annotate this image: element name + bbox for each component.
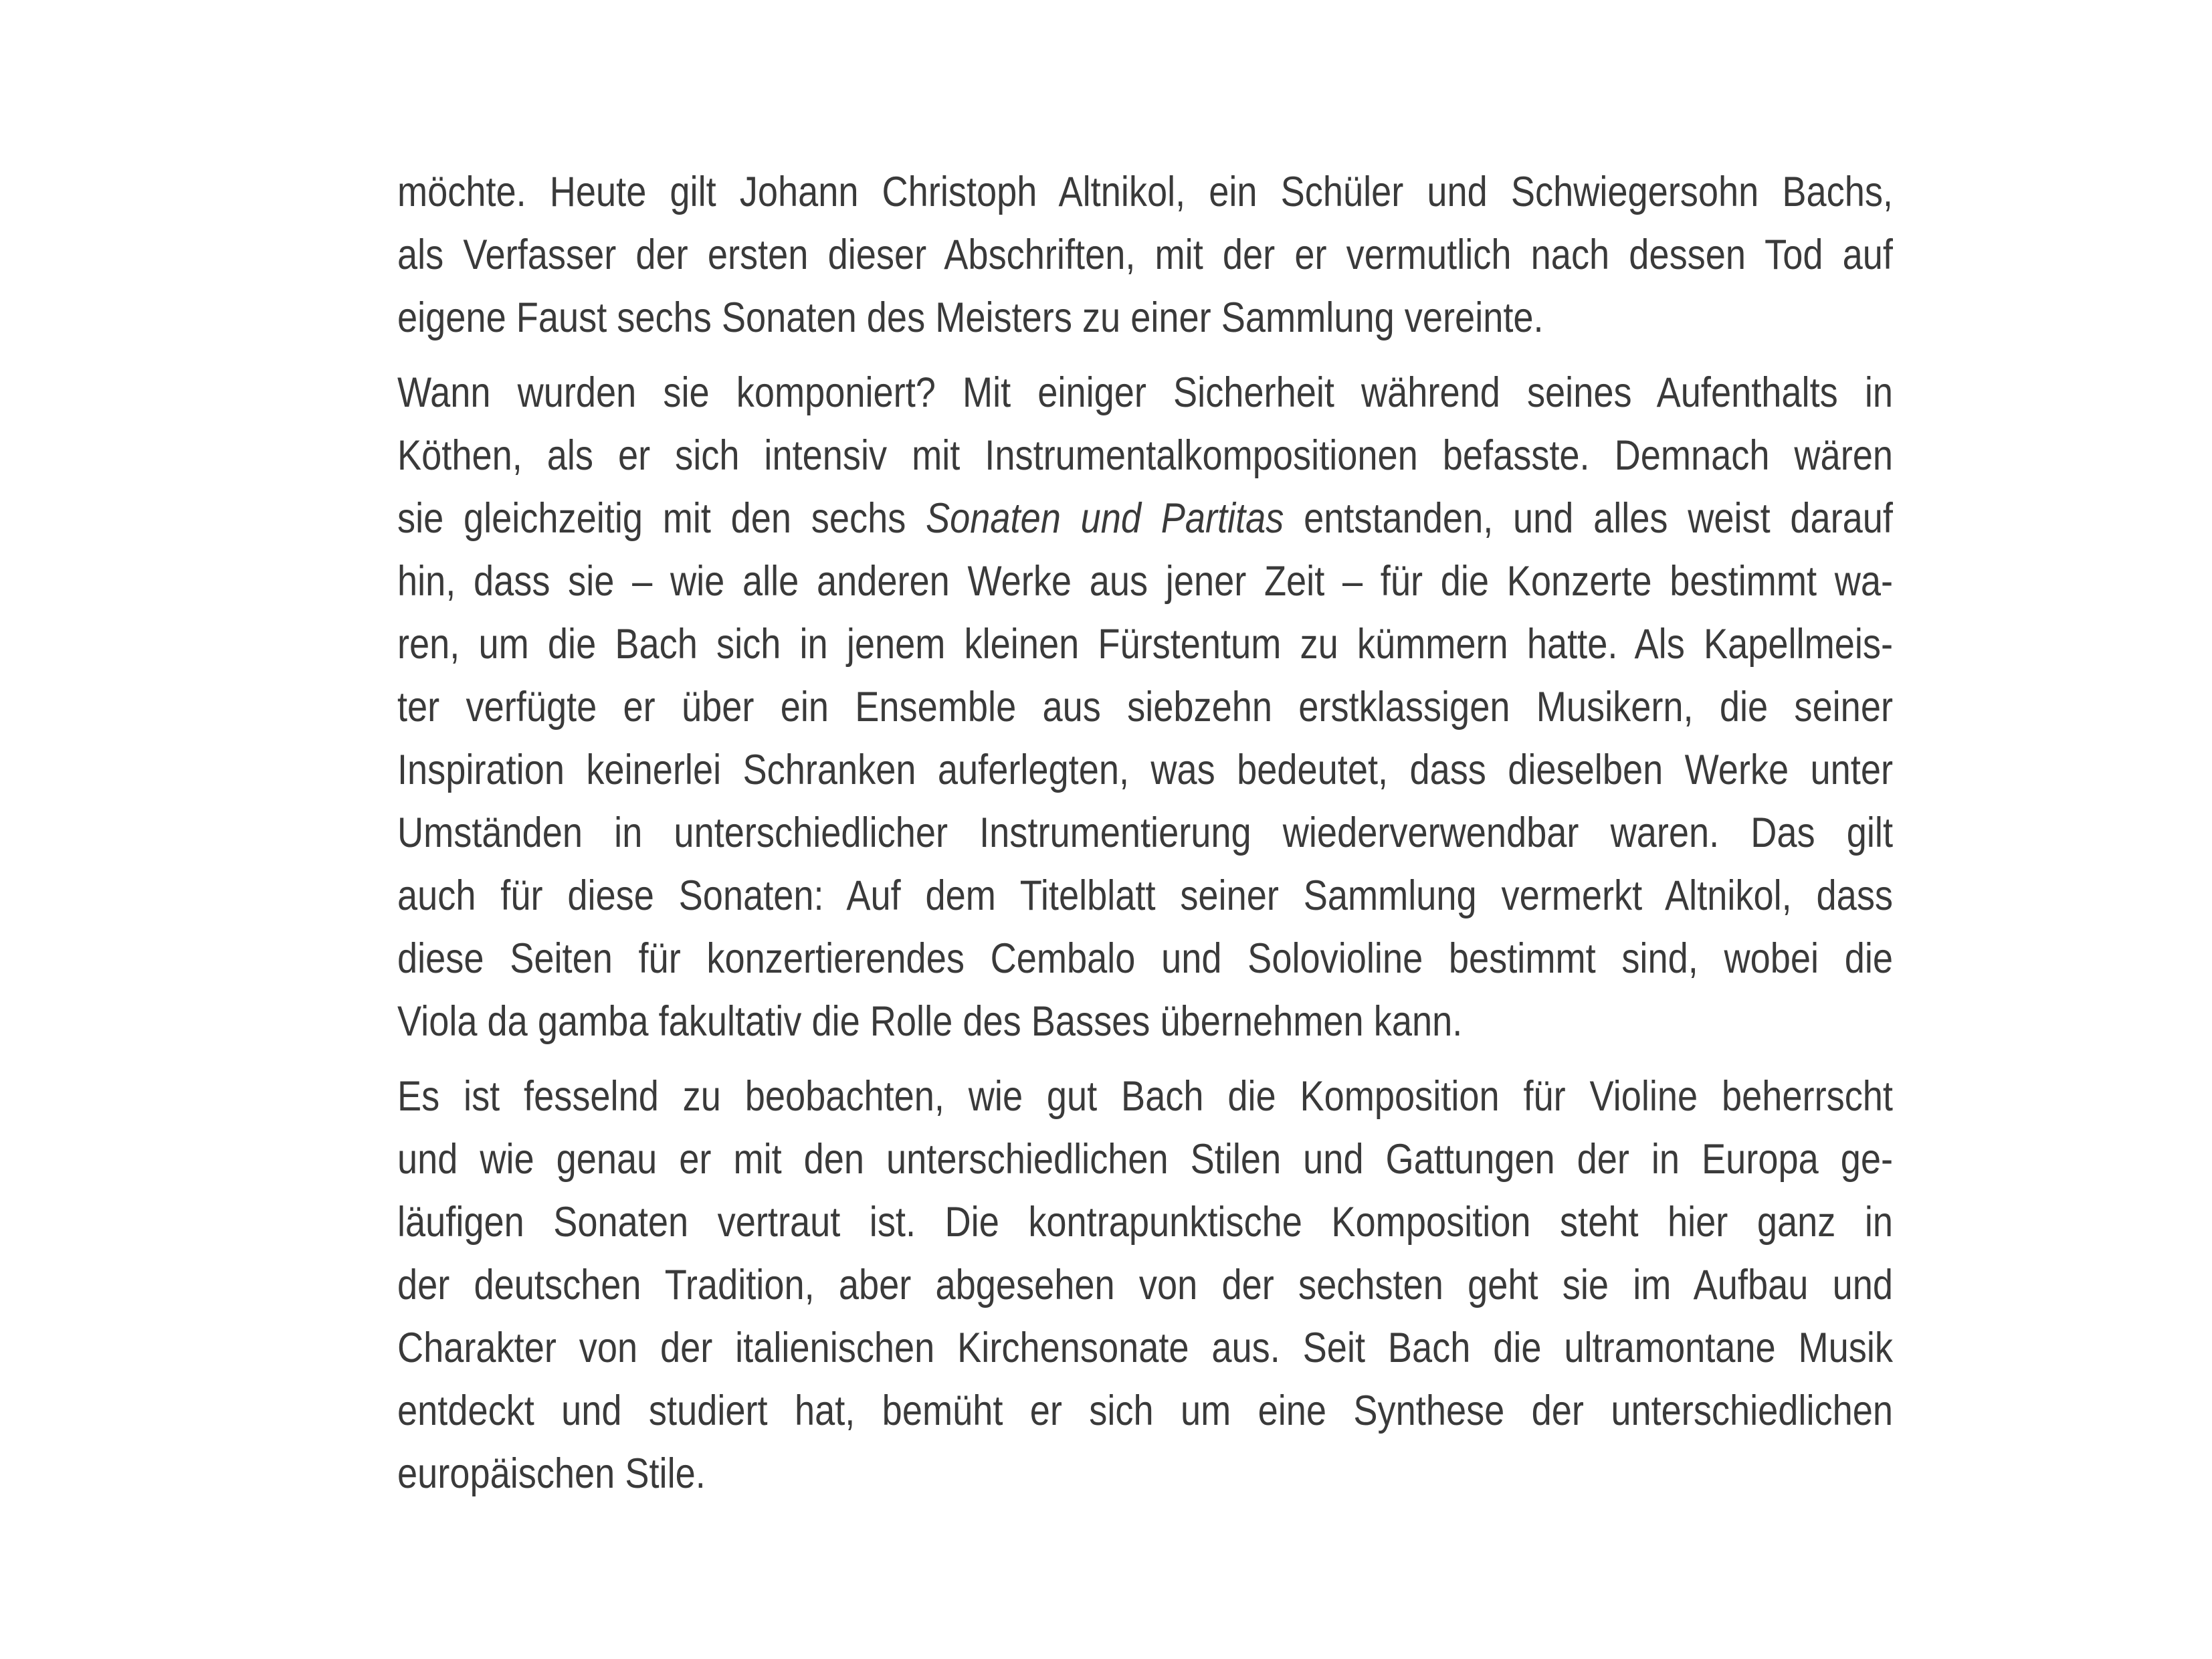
text-line: und wie genau er mit den unterschiedlichen Stilen und Gattungen der in Europa ge- <box>397 1136 1893 1183</box>
text-segment: sie gleichzeitig mit den sechs <box>397 495 926 542</box>
text-line: der deutschen Tradition, aber abgesehen von der sechsten geht sie im Aufbau und <box>397 1262 1893 1308</box>
italic-title: Sonaten und Partitas <box>926 495 1284 542</box>
text-line: diese Seiten für konzertierendes Cembalo und Solovioline bestimmt sind, wobei die <box>397 935 1893 982</box>
paragraph-3 <box>397 1065 1893 1505</box>
text-line: auch für diese Sonaten: Auf dem Titelblatt seiner Sammlung vermerkt Altnikol, dass <box>397 872 1893 919</box>
text-line: Viola da gamba fakultativ die Rolle des Basses übernehmen kann. <box>397 998 1463 1045</box>
text-line: europäischen Stile. <box>397 1450 706 1497</box>
text-segment: entstanden, und alles weist darauf <box>1284 495 1893 542</box>
text-line-with-italic <box>397 487 1893 550</box>
text-line: eigene Faust sechs Sonaten des Meisters zu einer Sammlung vereinte. <box>397 294 1544 341</box>
text-line: Köthen, als er sich intensiv mit Instrumentalkompositionen befasste. Demnach wären <box>397 432 1893 479</box>
text-line: ter verfügte er über ein Ensemble aus siebzehn erstklassigen Musikern, die seiner <box>397 684 1893 730</box>
text-line: ren, um die Bach sich in jenem kleinen Fürstentum zu kümmern hatte. Als Kapellmeis- <box>397 621 1893 668</box>
paragraph-1 <box>397 161 1893 349</box>
text-line: läufigen Sonaten vertraut ist. Die kontrapunktische Komposition steht hier ganz in <box>397 1199 1893 1246</box>
text-line: als Verfasser der ersten dieser Abschriften, mit der er vermutlich nach dessen Tod auf <box>397 231 1893 278</box>
text-line: Inspiration keinerlei Schranken auferlegten, was bedeutet, dass dieselben Werke unter <box>397 747 1893 793</box>
text-line: Umständen in unterschiedlicher Instrumentierung wiederverwendbar waren. Das gilt <box>397 809 1893 856</box>
text-line: hin, dass sie – wie alle anderen Werke aus jener Zeit – für die Konzerte bestimmt wa- <box>397 558 1893 605</box>
body-text <box>397 161 1893 1505</box>
text-line: Wann wurden sie komponiert? Mit einiger Sicherheit während seines Aufenthalts in <box>397 369 1893 416</box>
text-line: entdeckt und studiert hat, bemüht er sich um eine Synthese der unterschiedlichen <box>397 1387 1893 1434</box>
text-line: möchte. Heute gilt Johann Christoph Altnikol, ein Schüler und Schwiegersohn Bachs, <box>397 169 1893 215</box>
text-line: Es ist fesselnd zu beobachten, wie gut Bach die Komposition für Violine beherrscht <box>397 1073 1893 1120</box>
text-line: Charakter von der italienischen Kirchensonate aus. Seit Bach die ultramontane Musik <box>397 1325 1893 1371</box>
paragraph-2 <box>397 361 1893 1053</box>
